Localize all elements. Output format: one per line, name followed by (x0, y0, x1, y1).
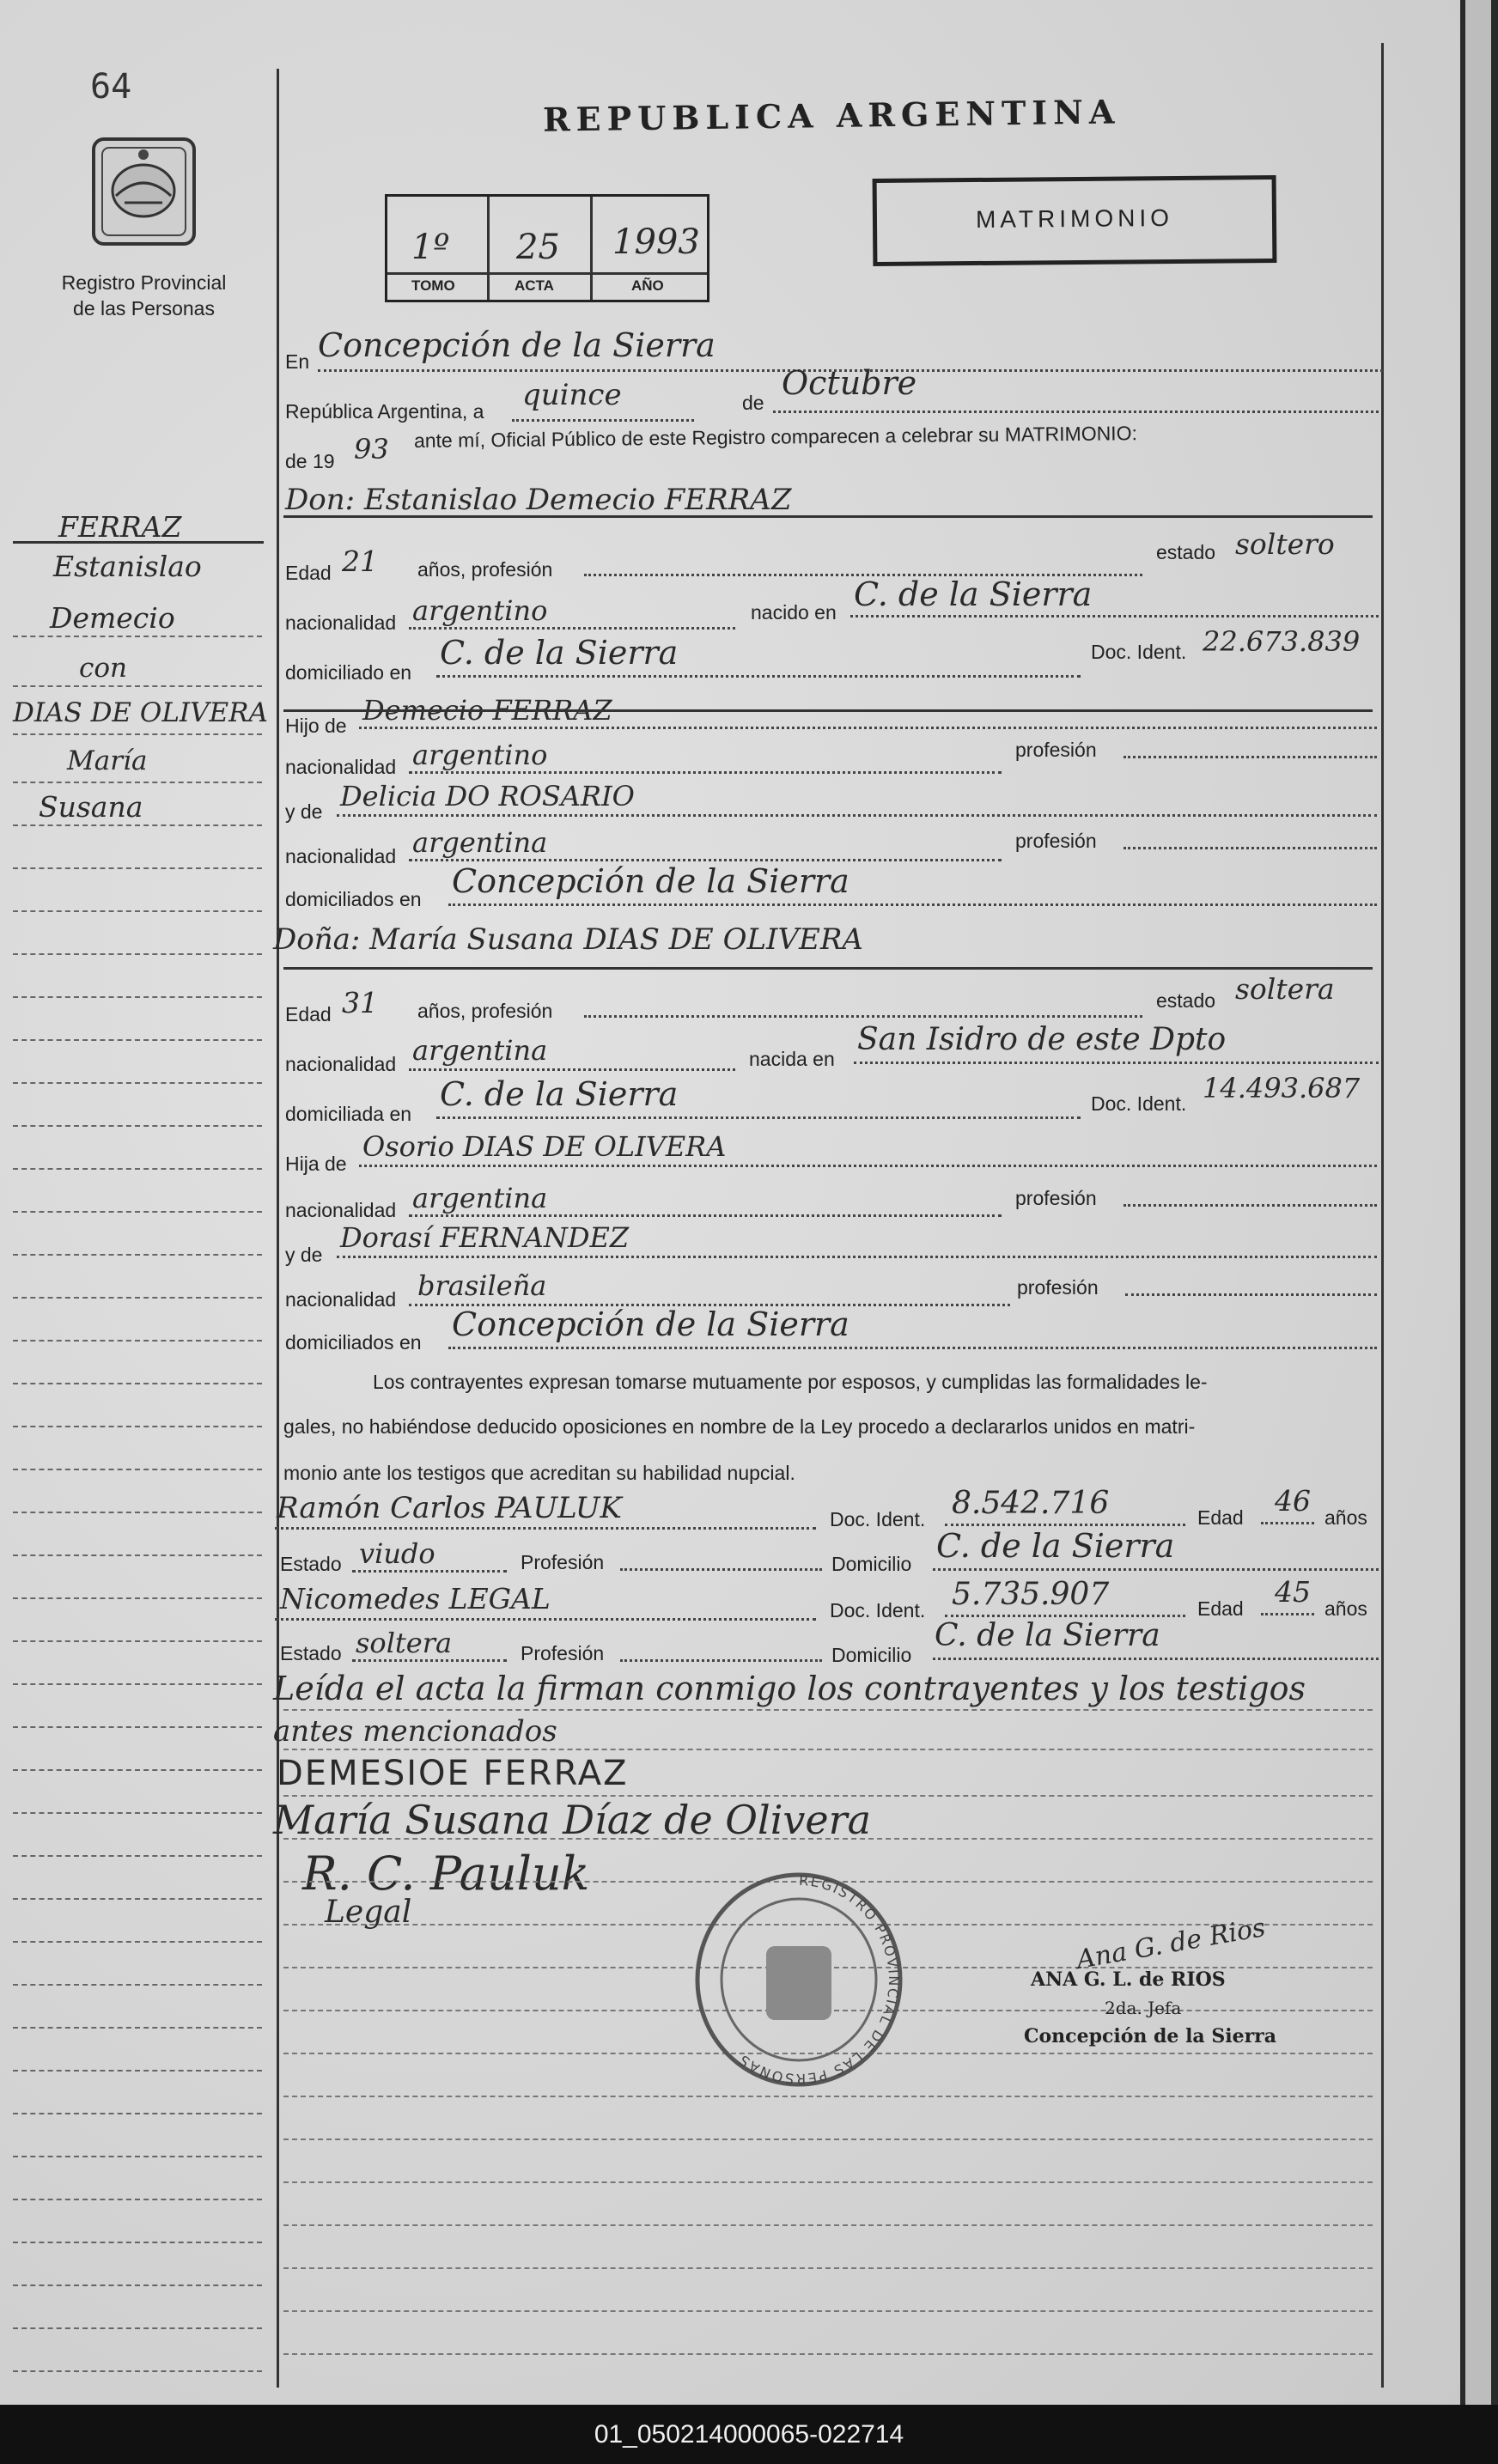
groom-nac-label: nacionalidad (285, 611, 397, 634)
ano-value: 1993 (612, 222, 700, 262)
intro-place: Concepción de la Sierra (318, 326, 716, 364)
groom-father-nac-label: nacionalidad (285, 756, 397, 778)
intro-rep-label: República Argentina, a (285, 400, 484, 423)
witness-1-domicilio: C. de la Sierra (936, 1527, 1175, 1565)
page-number: 64 (90, 67, 132, 106)
witness-1-estado: viudo (359, 1537, 435, 1570)
declaration-line-3: monio ante los testigos que acreditan su habilidad nupcial. (283, 1462, 795, 1484)
witness-1-doc-label: Doc. Ident. (830, 1508, 926, 1530)
groom-estado-label: estado (1156, 541, 1216, 563)
bride-doms-label: domiciliados en (285, 1331, 422, 1354)
groom-mother: Delicia DO ROSARIO (340, 780, 635, 812)
witness-2-domicilio: C. de la Sierra (935, 1618, 1160, 1653)
signature-witness-2: Legal (325, 1895, 412, 1930)
closing-line-1: Leída el acta la firman conmigo los contrayentes y los testigos (273, 1670, 1306, 1707)
bride-nacida: San Isidro de este Dpto (857, 1022, 1227, 1057)
bride-estado-label: estado (1156, 989, 1216, 1012)
image-id-footer: 01_050214000065-022714 (0, 2405, 1498, 2464)
intro-de-label: de (742, 392, 764, 414)
witness-2-estado: soltera (356, 1627, 453, 1659)
witness-2-dom-label: Domicilio (831, 1644, 912, 1666)
registry-line-1: Registro Provincial (61, 271, 227, 294)
bride-parents-dom: Concepción de la Sierra (452, 1305, 849, 1343)
witness-1-estado-label: Estado (280, 1553, 342, 1575)
groom-mother-nac: argentina (412, 826, 548, 859)
intro-tail: ante mí, Oficial Público de este Registro comparecen a celebrar su MATRIMONIO: (413, 422, 1138, 452)
bride-mother: Dorasí FERNANDEZ (340, 1221, 630, 1254)
book-edge (1460, 0, 1498, 2405)
groom-name: Don: Estanislao Demecio FERRAZ (285, 483, 792, 517)
record-type-box (873, 175, 1277, 266)
margin-name-2: Demecio (50, 601, 175, 635)
witness-1-edad: 46 (1275, 1484, 1311, 1518)
margin-bride-name-2: Susana (39, 790, 143, 824)
margin-name-1: Estanislao (53, 550, 202, 583)
bride-nacida-label: nacida en (749, 1048, 835, 1070)
ano-label: AÑO (631, 277, 664, 294)
bride-nacionalidad: argentina (412, 1034, 548, 1067)
groom-edad-label: Edad (285, 562, 332, 584)
margin-con: con (79, 653, 127, 684)
bride-yde-label: y de (285, 1244, 323, 1266)
margin-surname: FERRAZ (58, 510, 182, 544)
groom-edad: 21 (342, 545, 378, 578)
groom-anos-prof: años, profesión (417, 558, 553, 581)
bride-father: Osorio DIAS DE OLIVERA (362, 1130, 727, 1163)
bride-doc: 14.493.687 (1203, 1072, 1361, 1104)
groom-nacido-label: nacido en (751, 601, 837, 624)
bride-mother-prof-label: profesión (1017, 1276, 1099, 1299)
witness-1-name: Ramón Carlos PAULUK (277, 1491, 622, 1525)
groom-mother-prof-label: profesión (1015, 830, 1097, 852)
witness-1-prof-label: Profesión (521, 1551, 605, 1573)
margin-bride-name-1: María (67, 745, 148, 776)
groom-nacido: C. de la Sierra (854, 575, 1093, 613)
witness-2-prof-label: Profesión (521, 1642, 605, 1664)
groom-father: Demecio FERRAZ (362, 694, 612, 727)
bride-anos-prof: años, profesión (417, 1000, 553, 1022)
groom-doc-label: Doc. Ident. (1091, 641, 1187, 663)
margin-bride-surname: DIAS DE OLIVERA (13, 697, 268, 728)
intro-en-label: En (285, 350, 310, 373)
acta-value: 25 (516, 228, 560, 267)
groom-doms-label: domiciliados en (285, 888, 422, 910)
tomo-label: TOMO (411, 277, 455, 294)
official-signature: Ana G. de Rios (1074, 1912, 1268, 1976)
signature-bride: María Susana Díaz de Olivera (273, 1797, 872, 1843)
official-place: Concepción de la Sierra (1024, 2025, 1277, 2047)
bride-father-nac-label: nacionalidad (285, 1199, 397, 1221)
bride-edad: 31 (342, 986, 378, 1019)
witness-1-edad-label: Edad (1197, 1506, 1244, 1529)
record-type: MATRIMONIO (975, 204, 1174, 234)
official-name: ANA G. L. de RIOS (1031, 1968, 1226, 1991)
witness-2-estado-label: Estado (280, 1642, 342, 1664)
bride-edad-label: Edad (285, 1003, 332, 1025)
witness-2-doc-label: Doc. Ident. (830, 1599, 926, 1621)
intro-day: quince (522, 378, 622, 412)
bride-father-nac: argentina (412, 1182, 548, 1214)
witness-2-name: Nicomedes LEGAL (280, 1582, 551, 1615)
groom-father-prof-label: profesión (1015, 739, 1097, 761)
declaration-line-2: gales, no habiéndose deducido oposiciones en nombre de la Ley procedo a declararlos unidos en matri- (283, 1415, 1196, 1438)
groom-father-nac: argentino (412, 739, 548, 771)
signature-witness-1: R. C. Pauluk (302, 1846, 590, 1901)
witness-2-edad-label: Edad (1197, 1597, 1244, 1620)
groom-domicilio: C. de la Sierra (440, 634, 679, 672)
groom-estado: soltero (1235, 527, 1335, 561)
witness-1-doc: 8.542.716 (952, 1486, 1110, 1521)
witness-1-dom-label: Domicilio (831, 1553, 912, 1575)
register-box (385, 194, 709, 302)
bride-name: Doña: María Susana DIAS DE OLIVERA (273, 922, 863, 957)
witness-2-doc: 5.735.907 (952, 1577, 1110, 1612)
bride-mother-nac: brasileña (417, 1269, 547, 1302)
margin-divider (277, 69, 279, 2388)
groom-hijo-label: Hijo de (285, 715, 347, 737)
province-seal (90, 136, 198, 247)
groom-dom-label: domiciliado en (285, 661, 412, 684)
country-title: REPUBLICA ARGENTINA (542, 92, 1121, 139)
bride-estado: soltera (1235, 972, 1335, 1006)
intro-year: 93 (354, 433, 389, 465)
bride-dom-label: domiciliada en (285, 1103, 412, 1125)
bride-nac-label: nacionalidad (285, 1053, 397, 1075)
groom-nacionalidad: argentino (412, 594, 548, 627)
official-title: 2da. Jefa (1105, 1998, 1182, 2018)
bride-doc-label: Doc. Ident. (1091, 1092, 1187, 1115)
intro-month: Octubre (782, 364, 917, 402)
groom-doc: 22.673.839 (1203, 625, 1361, 658)
groom-yde-label: y de (285, 800, 323, 823)
bride-domicilio: C. de la Sierra (440, 1075, 679, 1113)
bride-father-prof-label: profesión (1015, 1187, 1097, 1209)
witness-1-anos-label: años (1324, 1506, 1367, 1529)
svg-text:REGISTRO PROVINCIAL DE LAS PER: REGISTRO PROVINCIAL DE LAS PERSONAS (734, 1871, 903, 2088)
tomo-value: 1º (411, 228, 450, 267)
acta-label: ACTA (515, 277, 554, 294)
intro-year-label: de 19 (285, 450, 335, 472)
groom-mother-nac-label: nacionalidad (285, 845, 397, 867)
registry-line-2: de las Personas (73, 297, 215, 319)
witness-2-edad: 45 (1275, 1575, 1311, 1609)
witness-2-anos-label: años (1324, 1597, 1367, 1620)
declaration-line-1: Los contrayentes expresan tomarse mutuamente por esposos, y cumplidas las formalidades le- (373, 1371, 1208, 1393)
right-border (1381, 43, 1384, 2388)
bride-mother-nac-label: nacionalidad (285, 1288, 397, 1311)
groom-parents-dom: Concepción de la Sierra (452, 862, 849, 900)
bride-hija-label: Hija de (285, 1153, 347, 1175)
registry-stamp (687, 1864, 910, 2096)
signature-groom: DEMESIOE FERRAZ (277, 1754, 629, 1793)
closing-line-2: antes mencionados (273, 1714, 557, 1749)
